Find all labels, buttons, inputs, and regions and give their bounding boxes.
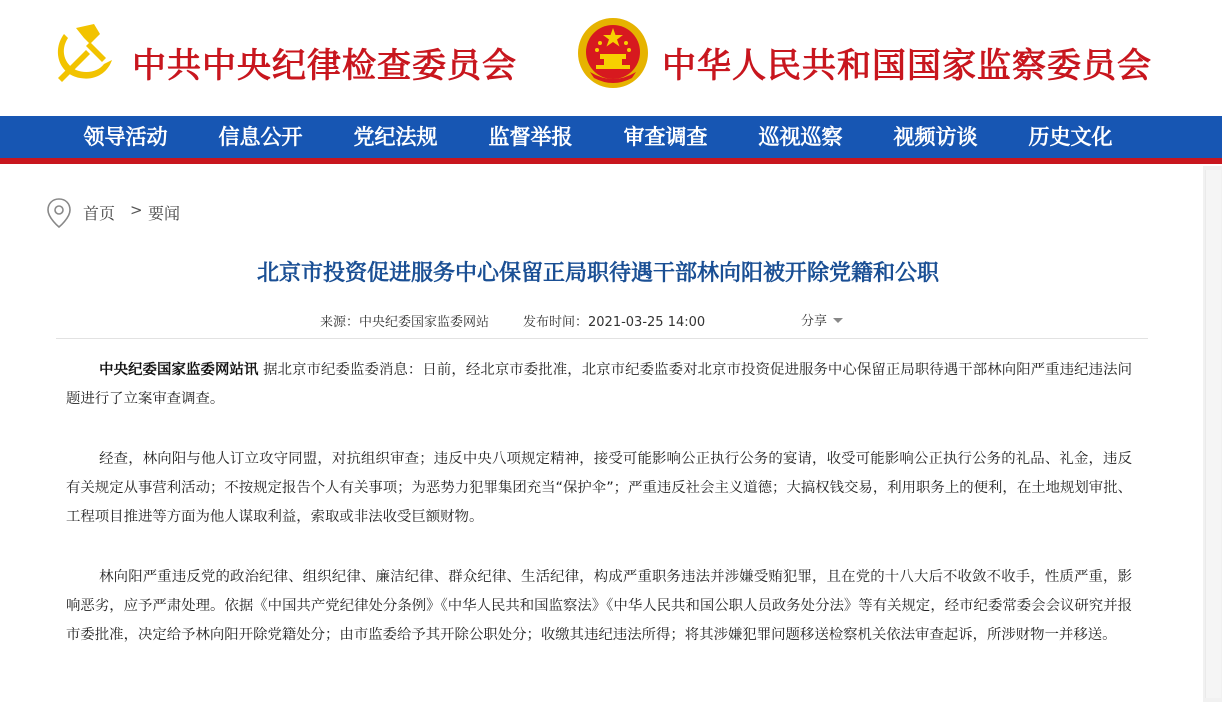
article-source: 来源：中央纪委国家监委网站: [320, 315, 490, 330]
nav-item-investigation[interactable]: 审查调查: [623, 124, 708, 149]
article-paragraph-2: 经查，林向阳与他人订立攻守同盟，对抗组织审查；违反中央八项规定精神，接受可能影响公正执行公务的宴请，收受可能影响公正执行公务的礼品、礼金，违反有关规定从事营利活动；不按规定报告个人有关事项；为恶势力犯罪集团充当“保护伞”；严重违反社会主义道德；大搞权钱交易，利用职务上的便利，在土地规划审批、工程项目推进等方面为他人谋取利益，索取或非法收受巨额财物。: [66, 451, 1132, 525]
article-title: 北京市投资促进服务中心保留正局职待遇干部林向阳被开除党籍和公职: [256, 261, 939, 286]
article-paragraph-3: 林向阳严重违反党的政治纪律、组织纪律、廉洁纪律、群众纪律、生活纪律，构成严重职务违法并涉嫌受贿犯罪，且在党的十八大后不收敛不收手，性质严重，影响恶劣，应予严肃处理。依据《中国共产党纪律处分条例》《中华人民共和国监察法》《中华人民共和国公职人员政务处分法》等有关规定，经市纪委常委会会议研究并报市委批准，决定给予林向阳开除党籍处分；由市监委给予其开除公职处分；收缴其违纪违法所得；将其涉嫌犯罪问题移送检察机关依法审查起诉，所涉财物一并移送。: [66, 569, 1132, 643]
location-pin-icon: [46, 198, 72, 228]
breadcrumb-home-link[interactable]: 首页: [83, 204, 116, 223]
share-label: 分享: [801, 314, 828, 329]
nav-item-disclosure[interactable]: 信息公开: [218, 124, 303, 149]
scrollbar-thumb[interactable]: [1205, 170, 1221, 698]
article-body: [66, 356, 1132, 681]
nav-item-leadership[interactable]: 领导活动: [83, 124, 168, 149]
share-button[interactable]: [801, 310, 843, 329]
nav-item-video[interactable]: 视频访谈: [893, 124, 978, 149]
site-header: [0, 0, 1222, 116]
nav-item-regulations[interactable]: 党纪法规: [353, 124, 438, 149]
meta-divider: [56, 338, 1148, 339]
ccdi-title[interactable]: 中共中央纪律检查委员会: [132, 46, 517, 86]
article-paragraph-1: 中央纪委国家监委网站讯 据北京市纪委监委消息：日前，经北京市委批准，北京市纪委监委对北京市投资促进服务中心保留正局职待遇干部林向阳严重违纪违法问题进行了立案审查调查。: [66, 362, 1132, 407]
hammer-sickle-icon[interactable]: [50, 20, 116, 86]
nav-item-history[interactable]: 历史文化: [1028, 124, 1113, 149]
nav-item-report[interactable]: 监督举报: [488, 124, 573, 149]
article-lead: 中央纪委国家监委网站讯: [99, 362, 259, 378]
nav-item-inspection[interactable]: 巡视巡察: [758, 124, 843, 149]
nav-accent-line: [0, 158, 1222, 164]
article-publish-time: 发布时间：2021-03-25 14:00: [523, 315, 706, 330]
nsc-title[interactable]: 中华人民共和国国家监察委员会: [662, 46, 1152, 86]
national-emblem-icon[interactable]: [576, 16, 650, 90]
caret-down-icon: [833, 318, 843, 323]
page-scrollbar[interactable]: [1203, 166, 1222, 702]
article-meta: [320, 311, 705, 330]
breadcrumb-current-link[interactable]: 要闻: [148, 204, 181, 223]
breadcrumb-separator: >: [130, 201, 143, 219]
main-nav: [0, 116, 1222, 158]
